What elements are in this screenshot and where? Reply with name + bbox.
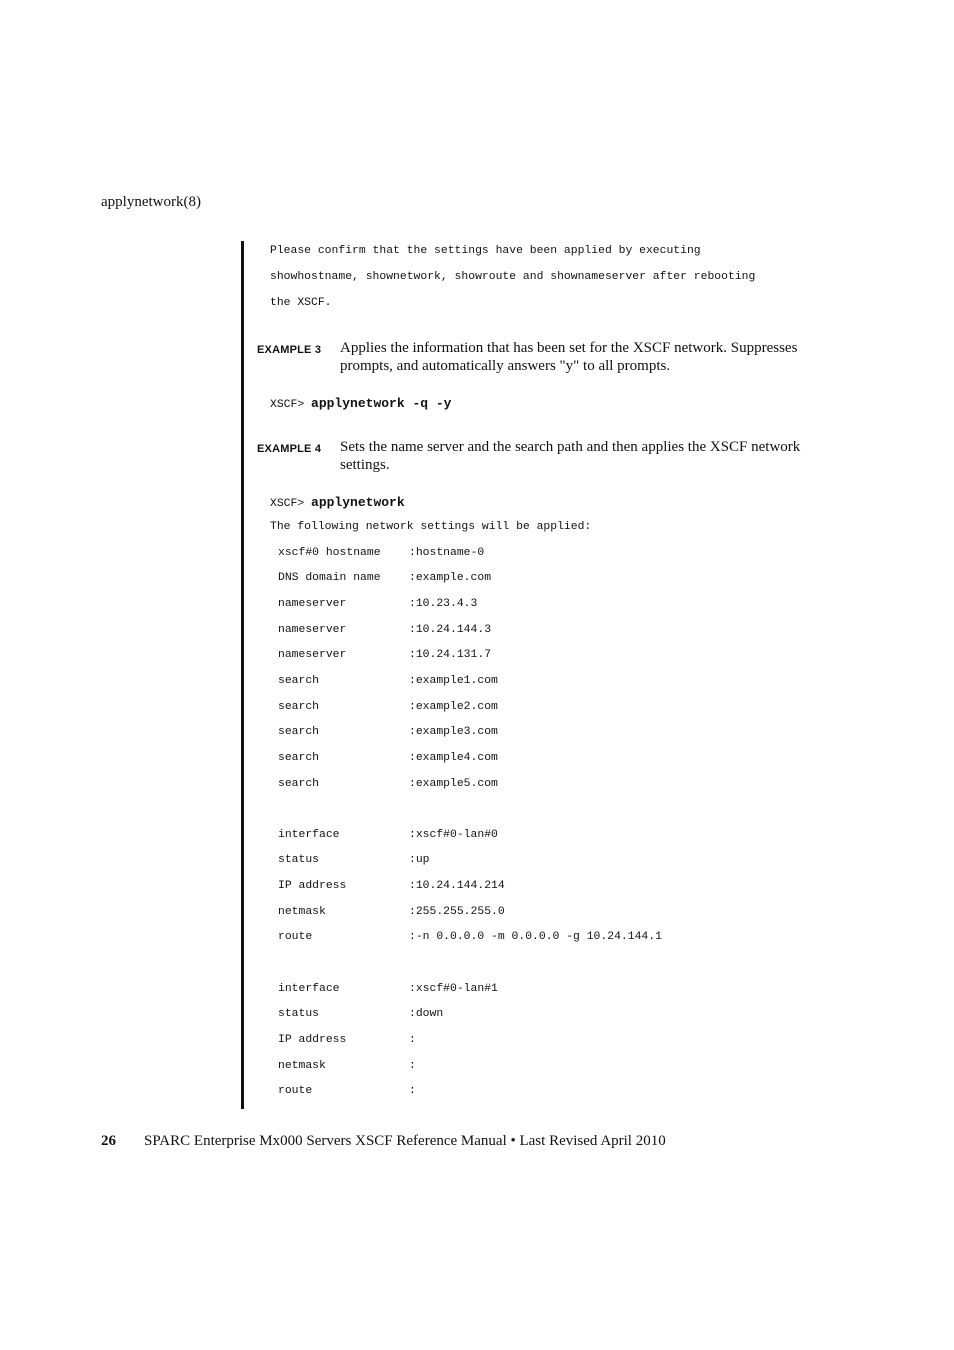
command: applynetwork: [311, 495, 405, 510]
code-line: Please confirm that the settings have been applied by executing: [270, 245, 701, 257]
setting-key: status: [278, 1008, 320, 1020]
setting-key: nameserver: [278, 649, 347, 661]
setting-key: DNS domain name: [278, 572, 381, 584]
example-3-command-line: [270, 396, 451, 411]
page-number: 26: [101, 1133, 116, 1149]
setting-key: IP address: [278, 880, 347, 892]
setting-value: :up: [409, 854, 430, 866]
code-line: the XSCF.: [270, 297, 332, 309]
setting-value: :example3.com: [409, 726, 498, 738]
setting-key: nameserver: [278, 624, 347, 636]
setting-value: :xscf#0-lan#0: [409, 829, 498, 841]
command: applynetwork -q -y: [311, 396, 452, 411]
setting-value: :xscf#0-lan#1: [409, 983, 498, 995]
setting-key: search: [278, 778, 320, 790]
setting-value: :-n 0.0.0.0 -m 0.0.0.0 -g 10.24.144.1: [409, 931, 662, 943]
setting-key: interface: [278, 829, 340, 841]
setting-value: :: [409, 1034, 416, 1046]
setting-key: search: [278, 752, 320, 764]
setting-value: :10.24.131.7: [409, 649, 492, 661]
setting-key: nameserver: [278, 598, 347, 610]
setting-key: xscf#0 hostname: [278, 547, 381, 559]
setting-key: search: [278, 701, 320, 713]
setting-key: search: [278, 675, 320, 687]
setting-value: :down: [409, 1008, 444, 1020]
setting-key: interface: [278, 983, 340, 995]
setting-key: route: [278, 1085, 313, 1097]
setting-value: :10.24.144.214: [409, 880, 505, 892]
setting-value: :10.23.4.3: [409, 598, 478, 610]
setting-key: route: [278, 931, 313, 943]
setting-value: :10.24.144.3: [409, 624, 492, 636]
example-3-label: EXAMPLE 3: [257, 344, 322, 356]
example-3-description: Applies the information that has been set for the XSCF network. Suppresses prompts, and automatically answers "y" to all prompts.: [340, 340, 798, 374]
setting-key: netmask: [278, 906, 326, 918]
setting-value: :hostname-0: [409, 547, 485, 559]
setting-value: :: [409, 1085, 416, 1097]
shell-prompt: XSCF>: [270, 399, 305, 411]
setting-key: netmask: [278, 1060, 326, 1072]
running-head: applynetwork(8): [101, 194, 201, 210]
setting-value: :255.255.255.0: [409, 906, 505, 918]
setting-value: :example2.com: [409, 701, 498, 713]
setting-key: IP address: [278, 1034, 347, 1046]
shell-prompt: XSCF>: [270, 498, 305, 510]
setting-value: :example1.com: [409, 675, 498, 687]
footer-text: SPARC Enterprise Mx000 Servers XSCF Reference Manual • Last Revised April 2010: [144, 1133, 666, 1149]
setting-value: :: [409, 1060, 416, 1072]
setting-value: :example4.com: [409, 752, 498, 764]
setting-key: status: [278, 854, 320, 866]
code-line: showhostname, shownetwork, showroute and shownameserver after rebooting: [270, 271, 756, 283]
change-bar: [241, 241, 244, 1109]
setting-key: search: [278, 726, 320, 738]
output-header: The following network settings will be applied:: [270, 521, 592, 533]
example-4-label: EXAMPLE 4: [257, 443, 322, 455]
example-4-description: Sets the name server and the search path and then applies the XSCF network settings.: [340, 439, 801, 473]
setting-value: :example5.com: [409, 778, 498, 790]
setting-value: :example.com: [409, 572, 492, 584]
page-footer: [101, 1133, 666, 1150]
example-4-command-line: [270, 495, 405, 510]
